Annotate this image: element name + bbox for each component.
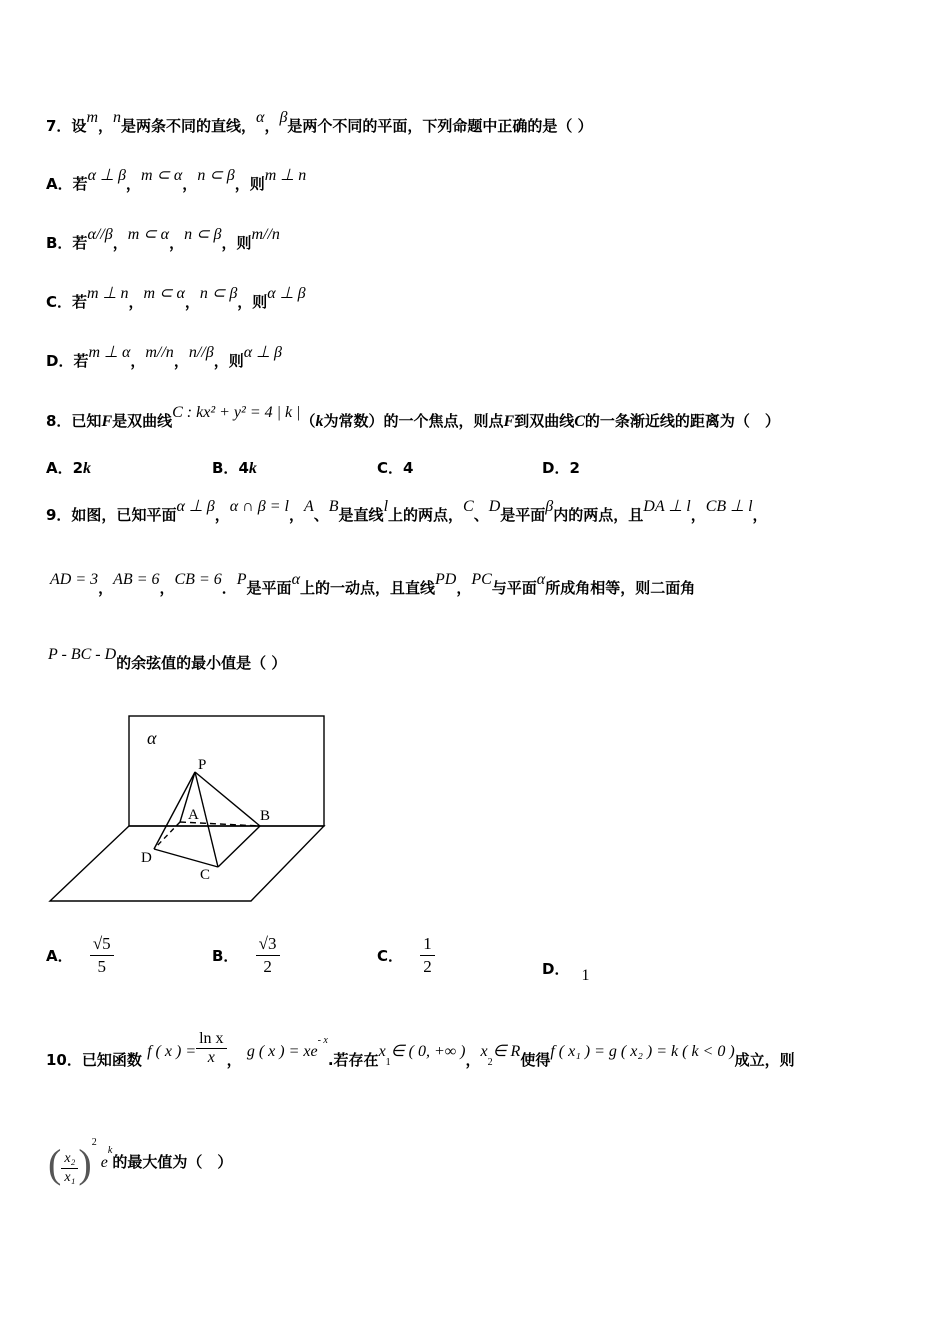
option-label: A． bbox=[46, 459, 73, 477]
then: ，则 bbox=[221, 234, 252, 252]
option-label: C． bbox=[377, 459, 404, 477]
q8-option-a bbox=[46, 457, 91, 478]
denominator: x bbox=[207, 1049, 215, 1066]
text: 为常数）的一个焦点，则点 bbox=[323, 412, 504, 430]
text: 内的两点，且 bbox=[553, 506, 644, 524]
sub: 1 bbox=[385, 1057, 391, 1068]
option-label: B． bbox=[212, 947, 239, 965]
option-label: B． bbox=[212, 459, 239, 477]
option-label: C．若 bbox=[46, 293, 88, 311]
option-value: 2 bbox=[569, 459, 580, 477]
exponent: 2 bbox=[91, 1137, 97, 1148]
cond: m//n bbox=[145, 344, 174, 361]
var-m: m bbox=[86, 109, 98, 126]
var-e: e bbox=[100, 1154, 108, 1171]
result: m//n bbox=[251, 226, 280, 243]
hyperbola-equation: C : kx² + y² = 4 | k | bbox=[172, 404, 301, 421]
sep: ， bbox=[288, 506, 304, 524]
sep: ， bbox=[465, 1051, 481, 1069]
text: 使得 bbox=[520, 1051, 551, 1069]
dihedral-angle: P - BC - D bbox=[48, 646, 117, 663]
result: α ⊥ β bbox=[267, 285, 306, 302]
text: 是两条不同的直线， bbox=[121, 117, 257, 135]
g-def: g ( x ) = xe bbox=[246, 1043, 318, 1060]
option-label: D． bbox=[542, 459, 570, 477]
option-label: A． bbox=[46, 947, 73, 965]
text: 是直线 bbox=[338, 506, 384, 524]
label-D: D bbox=[141, 850, 152, 866]
sep: ， bbox=[159, 579, 175, 597]
option-value: 4 bbox=[238, 459, 249, 477]
q9-stem-line1 bbox=[46, 498, 768, 526]
var-alpha: α bbox=[291, 571, 300, 588]
label-alpha: α bbox=[147, 728, 157, 748]
sep: 、 bbox=[313, 506, 329, 524]
then: ，则 bbox=[213, 352, 244, 370]
var-C: C bbox=[574, 413, 585, 430]
f-lhs: f ( x ) = bbox=[147, 1043, 197, 1060]
text: 所成角相等，则二面角 bbox=[545, 579, 696, 597]
cond: α//β bbox=[87, 226, 113, 243]
fraction bbox=[256, 933, 280, 978]
set: ∈ R bbox=[492, 1043, 521, 1060]
var-l: l bbox=[383, 498, 389, 515]
edge-CB bbox=[218, 826, 260, 867]
sep: ， bbox=[214, 506, 230, 524]
var-B: B bbox=[328, 498, 339, 515]
option-label: D． bbox=[542, 960, 570, 978]
cond: AB = 6 bbox=[113, 571, 160, 588]
text: 的最大值为（ ） bbox=[112, 1153, 233, 1171]
sep: ， bbox=[98, 117, 114, 135]
q8-stem bbox=[46, 404, 780, 432]
sep: ， bbox=[98, 579, 114, 597]
q8-option-d bbox=[542, 457, 580, 478]
paren-left: ( bbox=[48, 1141, 62, 1186]
option-value: 1 bbox=[581, 967, 590, 984]
text: 上的一动点，且直线 bbox=[299, 579, 435, 597]
q9-stem-line2 bbox=[50, 571, 696, 599]
fraction bbox=[90, 933, 114, 978]
q10-stem-line2 bbox=[48, 1137, 233, 1190]
denominator: 5 bbox=[97, 957, 107, 976]
q8-number: 8．已知 bbox=[46, 412, 102, 430]
option-var: k bbox=[83, 460, 92, 477]
text: 成立，则 bbox=[734, 1051, 795, 1069]
then: ，则 bbox=[237, 293, 268, 311]
q9-option-c bbox=[377, 933, 435, 978]
sub: 2 bbox=[487, 1057, 493, 1068]
var-P: P bbox=[236, 571, 247, 588]
var-PC: PC bbox=[471, 571, 492, 588]
label-C: C bbox=[200, 867, 211, 883]
option-var: k bbox=[248, 460, 257, 477]
var-PD: PD bbox=[434, 571, 457, 588]
q8-option-b bbox=[212, 457, 257, 478]
var-alpha: α bbox=[536, 571, 546, 588]
cond: α ∩ β = l bbox=[229, 498, 289, 515]
numerator: x₂ bbox=[61, 1150, 78, 1169]
numerator: √3 bbox=[256, 933, 280, 956]
text: （ bbox=[300, 412, 316, 430]
edge-PB bbox=[195, 772, 260, 826]
label-A: A bbox=[188, 807, 199, 823]
cond: m ⊂ α bbox=[140, 167, 183, 184]
q9-option-a bbox=[46, 933, 114, 978]
var-F: F bbox=[503, 413, 515, 430]
cond: AD = 3 bbox=[50, 571, 99, 588]
edge-DC bbox=[154, 849, 218, 867]
result: α ⊥ β bbox=[243, 344, 283, 361]
q7-stem bbox=[46, 109, 593, 137]
option-label: B．若 bbox=[46, 234, 88, 252]
cond: m ⊥ α bbox=[88, 344, 131, 361]
var-k: k bbox=[315, 413, 324, 430]
option-value: 4 bbox=[403, 459, 414, 477]
q8-option-c bbox=[377, 457, 413, 478]
text: 是双曲线 bbox=[112, 412, 173, 430]
cond: n ⊂ β bbox=[184, 226, 222, 243]
plane-beta bbox=[50, 826, 324, 901]
sep: ， bbox=[264, 117, 280, 135]
q7-option-b: B．若α//β，m ⊂ α，n ⊂ β，则m//n bbox=[46, 226, 280, 252]
g-exp: - x bbox=[317, 1035, 328, 1046]
var-F: F bbox=[101, 413, 113, 430]
text: 上的两点， bbox=[388, 506, 464, 524]
text: 是两个不同的平面，下列命题中正确的是（ ） bbox=[287, 117, 593, 135]
var-C: C bbox=[463, 498, 474, 515]
option-label: A．若 bbox=[46, 175, 88, 193]
cond: m ⊂ α bbox=[143, 285, 185, 302]
numerator: √5 bbox=[90, 933, 114, 956]
var-alpha: α bbox=[256, 109, 265, 126]
denominator: 2 bbox=[263, 957, 272, 976]
sep: ， bbox=[226, 1051, 242, 1069]
sep: ， bbox=[690, 506, 706, 524]
cond: m ⊥ n bbox=[87, 285, 129, 302]
var-beta: β bbox=[279, 109, 288, 126]
q9-option-d bbox=[542, 958, 590, 984]
text: 的一条渐近线的距离为（ ） bbox=[584, 412, 780, 430]
label-B: B bbox=[260, 808, 271, 824]
cond: m ⊂ α bbox=[127, 226, 170, 243]
q9-number: 9．如图，已知平面 bbox=[46, 506, 177, 524]
text: 到双曲线 bbox=[514, 412, 575, 430]
cond: n ⊂ β bbox=[199, 285, 238, 302]
denominator: x₁ bbox=[64, 1170, 76, 1185]
cond: α ⊥ β bbox=[87, 167, 126, 184]
q7-option-d: D．若m ⊥ α，m//n，n//β，则α ⊥ β bbox=[46, 344, 283, 370]
q7-option-c: C．若m ⊥ n，m ⊂ α，n ⊂ β，则α ⊥ β bbox=[46, 285, 306, 311]
numerator: ln x bbox=[196, 1030, 226, 1049]
text: 与平面 bbox=[491, 579, 537, 597]
q10-number: 10．已知函数 bbox=[46, 1051, 142, 1069]
q7-number: 7．设 bbox=[46, 117, 87, 135]
q7-option-a: A．若α ⊥ β，m ⊂ α，n ⊂ β，则m ⊥ n bbox=[46, 167, 307, 193]
sep: 、 bbox=[473, 506, 489, 524]
text: 是平面 bbox=[500, 506, 546, 524]
text: 的余弦值的最小值是（ ） bbox=[116, 654, 287, 672]
x-ratio bbox=[61, 1150, 78, 1187]
plane-alpha bbox=[129, 716, 324, 826]
text: .若存在 bbox=[327, 1051, 379, 1069]
then: ，则 bbox=[234, 175, 265, 193]
cond: α ⊥ β bbox=[176, 498, 215, 515]
var-n: n bbox=[113, 109, 122, 126]
exponent: k bbox=[107, 1145, 113, 1156]
sep: ， bbox=[456, 579, 472, 597]
sep: ， bbox=[752, 506, 768, 524]
fraction bbox=[420, 933, 435, 978]
option-label: C． bbox=[377, 947, 404, 965]
result: m ⊥ n bbox=[264, 167, 307, 184]
text: 是平面 bbox=[246, 579, 292, 597]
q9-stem-line3 bbox=[48, 646, 287, 674]
var-x2: x bbox=[480, 1043, 488, 1060]
option-value: 2 bbox=[72, 459, 84, 477]
numerator: 1 bbox=[420, 933, 435, 956]
var-x1: x bbox=[378, 1043, 386, 1060]
cond: n ⊂ β bbox=[197, 167, 235, 184]
option-label: D．若 bbox=[46, 352, 89, 370]
paren-right: ) bbox=[78, 1141, 92, 1186]
label-P: P bbox=[198, 757, 207, 773]
f-fraction bbox=[196, 1030, 226, 1067]
cond: CB ⊥ l bbox=[705, 498, 753, 515]
cond: n//β bbox=[188, 344, 214, 361]
q9-figure bbox=[40, 705, 340, 910]
equation: f ( x₁ ) = g ( x₂ ) = k ( k < 0 ) bbox=[550, 1043, 735, 1060]
var-beta: β bbox=[545, 498, 554, 515]
set: ∈ ( 0, +∞ ) bbox=[390, 1043, 466, 1060]
cond: DA ⊥ l bbox=[643, 498, 691, 515]
q9-option-b bbox=[212, 933, 280, 978]
q10-stem-line1 bbox=[46, 1030, 795, 1079]
sep: ． bbox=[221, 579, 237, 597]
var-A: A bbox=[303, 498, 314, 515]
denominator: 2 bbox=[423, 957, 432, 976]
var-D: D bbox=[488, 498, 501, 515]
cond: CB = 6 bbox=[174, 571, 222, 588]
